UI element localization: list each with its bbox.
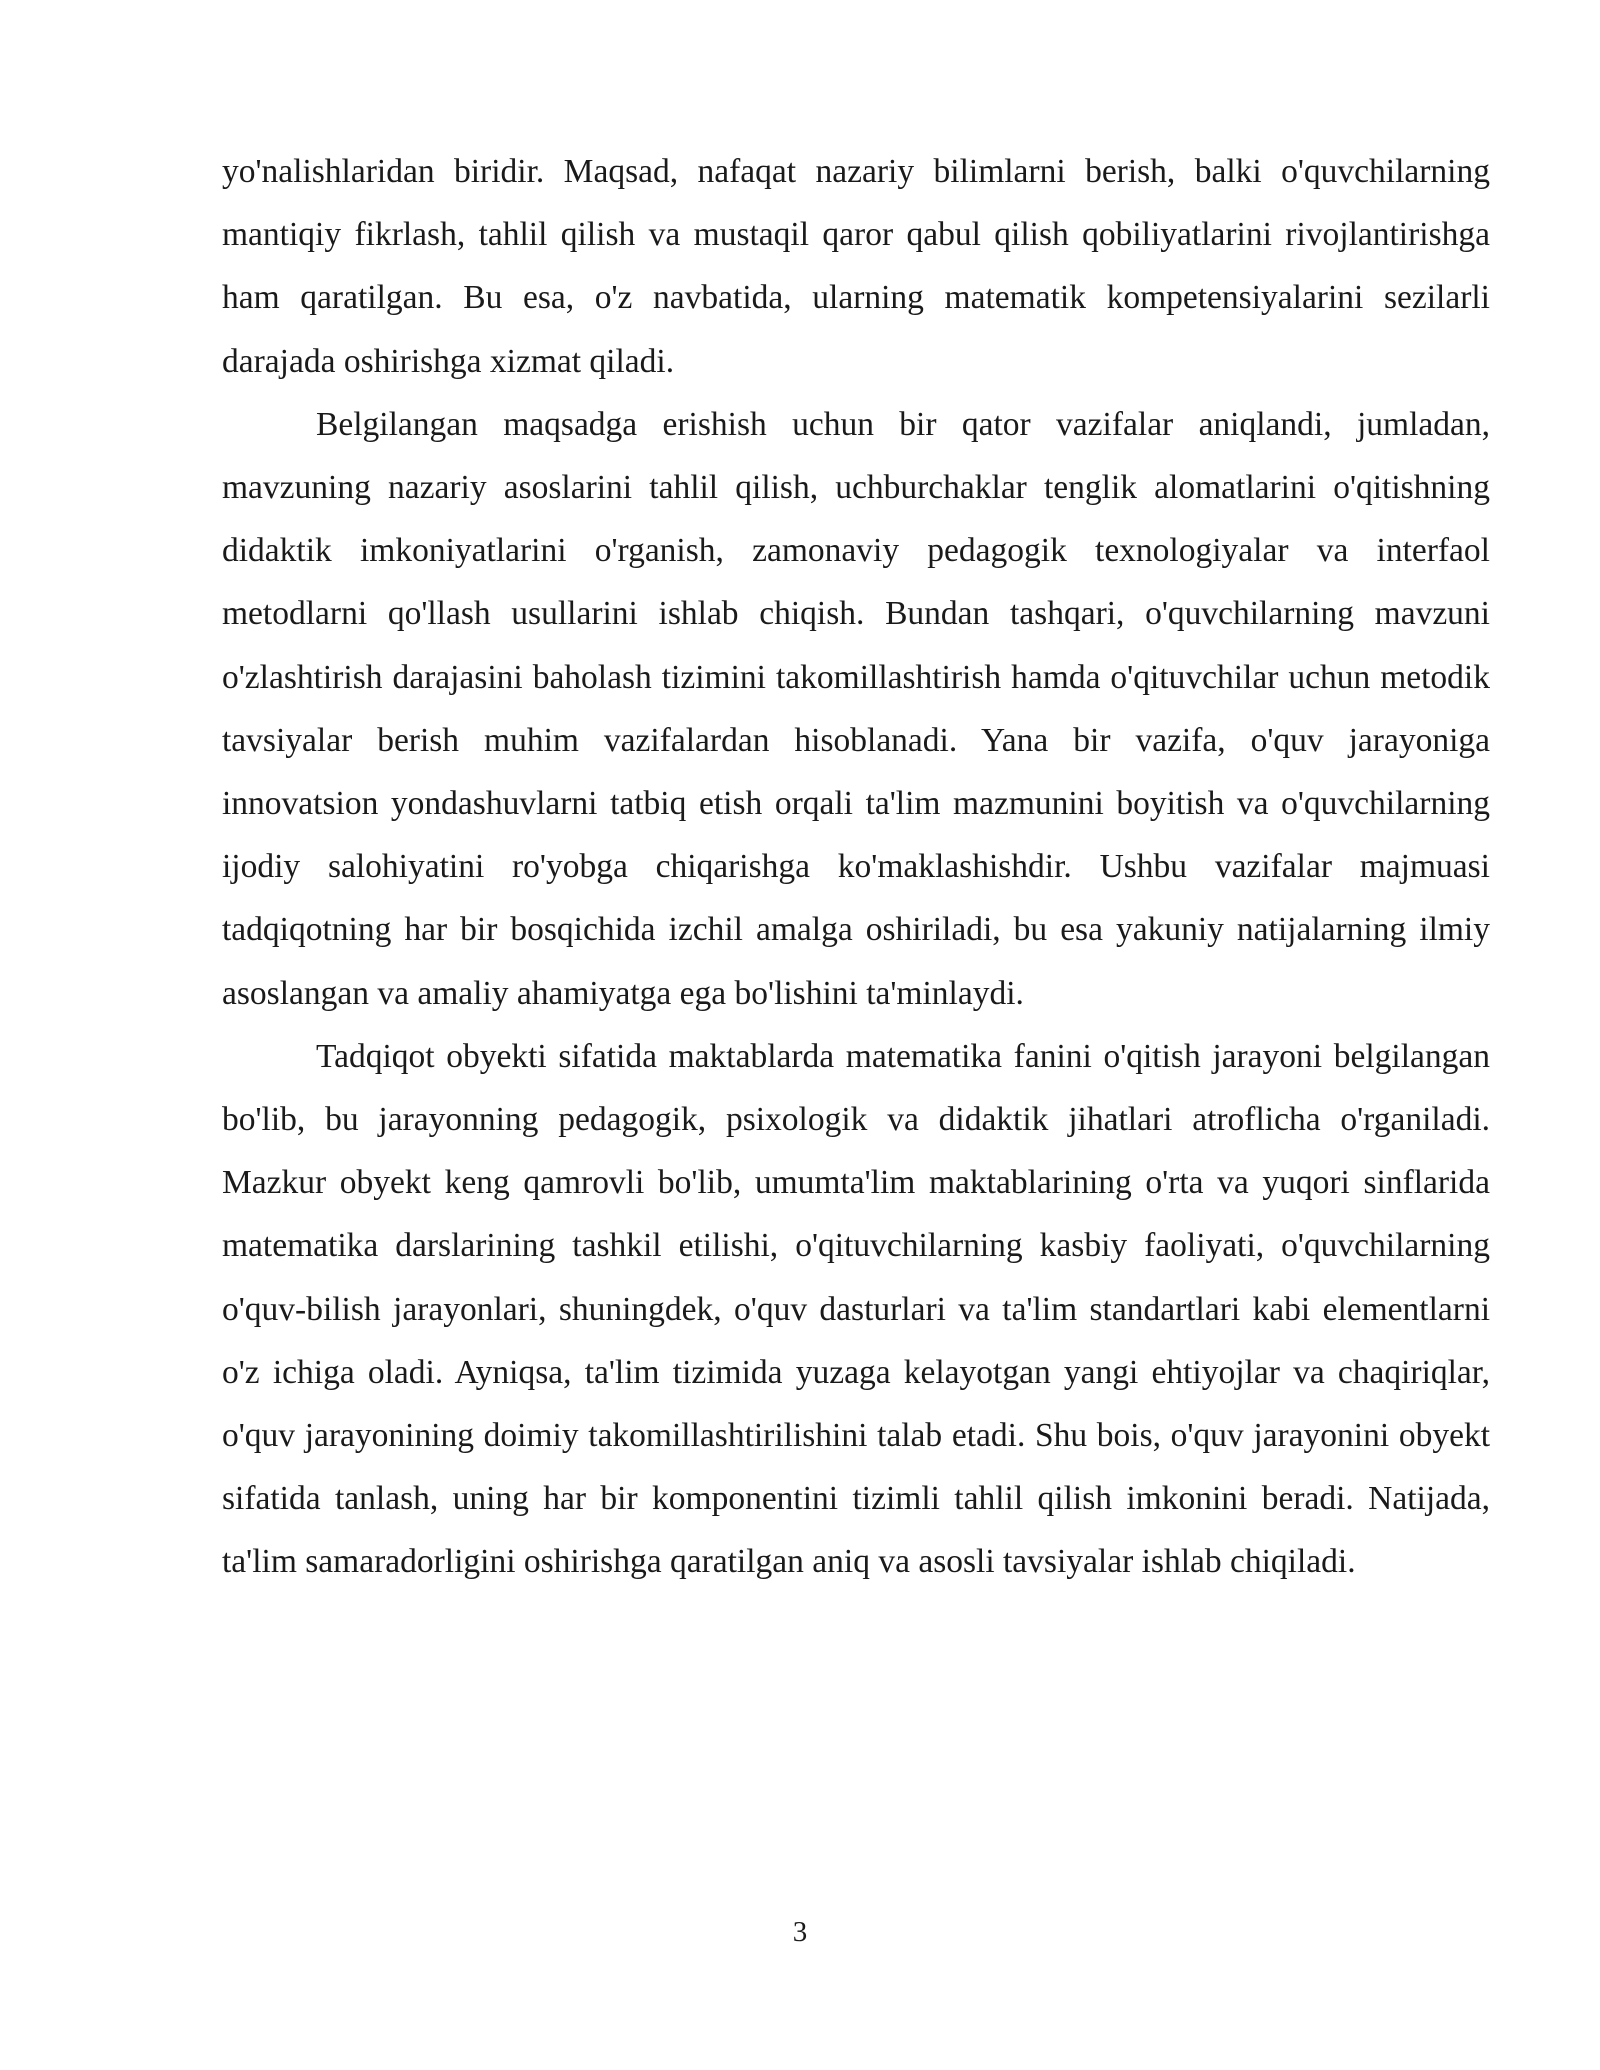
paragraph-objectives: Belgilangan maqsadga erishish uchun bir qator vazifalar aniqlandi, jumladan, mavzuning nazariy asoslarini tahlil qilish, uchburchaklar tenglik alomatlarini o'qitishning didaktik imkoniyatlarini o'rganish, zamonaviy pedagogik texnologiyalar va interfaol metodlarni qo'llash usullarini ishlab chiqish. Bundan tashqari, o'quvchilarning mavzuni o'zlashtirish darajasini baholash tizimini takomillashtirish hamda o'qituvchilar uchun metodik tavsiyalar berish muhim vazifalardan hisoblanadi. Yana bir vazifa, o'quv jarayoniga innovatsion yondashuvlarni tatbiq etish orqali ta'lim mazmunini boyitish va o'quvchilarning ijodiy salohiyatini ro'yobga chiqarishga ko'maklashishdir. Ushbu vazifalar majmuasi tadqiqotning har bir bosqichida izchil amalga oshiriladi, bu esa yakuniy natijalarning ilmiy asoslangan va amaliy ahamiyatga ega bo'lishini ta'minlaydi. xyxy=(222,405,1490,1012)
page-number: 3 xyxy=(792,1916,808,1948)
paragraph-continuation: yo'nalishlaridan biridir. Maqsad, nafaqat nazariy bilimlarni berish, balki o'quvchilarning mantiqiy fikrlash, tahlil qilish va mustaqil qaror qabul qilish qobiliyatlarini rivojlantirishga ham qaratilgan. Bu esa, o'z navbatida, ularning matematik kompetensiyalarini sezilarli darajada oshirishga xizmat qiladi. xyxy=(222,153,1490,380)
document-body xyxy=(222,140,1490,1594)
paragraph-research-object: Tadqiqot obyekti sifatida maktablarda matematika fanini o'qitish jarayoni belgilangan bo'lib, bu jarayonning pedagogik, psixologik va didaktik jihatlari atroflicha o'rganiladi. Mazkur obyekt keng qamrovli bo'lib, umumta'lim maktablarining o'rta va yuqori sinflarida matematika darslarining tashkil etilishi, o'qituvchilarning kasbiy faoliyati, o'quvchilarning o'quv-bilish jarayonlari, shuningdek, o'quv dasturlari va ta'lim standartlari kabi elementlarni o'z ichiga oladi. Ayniqsa, ta'lim tizimida yuzaga kelayotgan yangi ehtiyojlar va chaqiriqlar, o'quv jarayonining doimiy takomillashtirilishini talab etadi. Shu bois, o'quv jarayonini obyekt sifatida tanlash, uning har bir komponentini tizimli tahlil qilish imkonini beradi. Natijada, ta'lim samaradorligini oshirishga qaratilgan aniq va asosli tavsiyalar ishlab chiqiladi. xyxy=(222,1037,1490,1581)
